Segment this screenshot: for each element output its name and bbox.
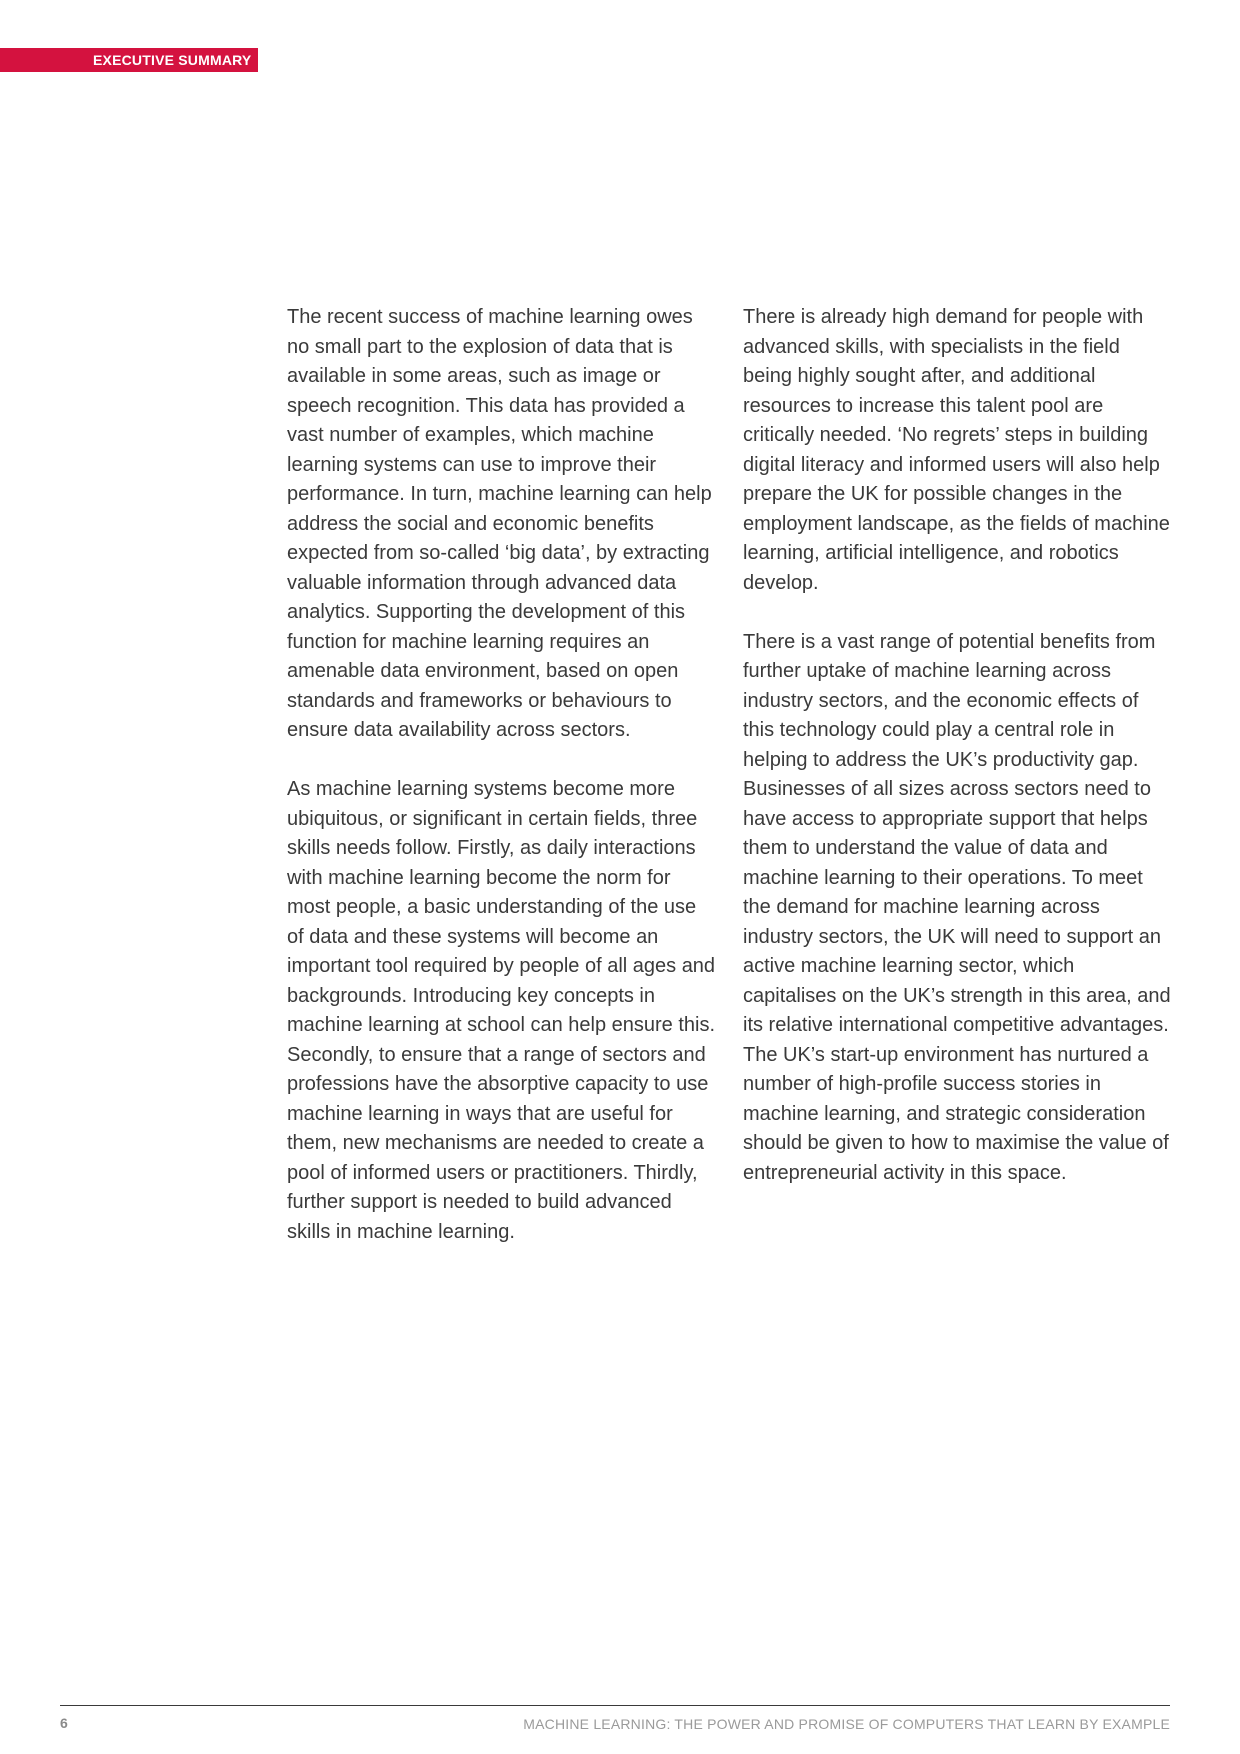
paragraph: The recent success of machine learning owes no small part to the explosion of data that is available in some areas, such as image or speech recognition. This data has provided a vast number of examples, which machine learning systems can use to improve their performance. In turn, machine learning can help address the social and economic benefits expected from so-called ‘big data’, by extracting valuable information through advanced data analytics. Supporting the development of this function for machine learning requires an amenable data environment, based on open standards and frameworks or behaviours to ensure data availability across sectors. xyxy=(287,306,712,741)
right-column xyxy=(743,303,1173,1218)
paragraph: As machine learning systems become more ubiquitous, or significant in certain fields, three skills needs follow. Firstly, as daily interactions with machine learning become the norm for most people, a basic understanding of the use of data and these systems will become an important tool required by people of all ages and backgrounds. Introducing key concepts in machine learning at school can help ensure this. Secondly, to ensure that a range of sectors and professions have the absorptive capacity to use machine learning in ways that are useful for them, new mechanisms are needed to create a pool of informed users or practitioners. Thirdly, further support is needed to build advanced skills in machine learning. xyxy=(287,778,716,1243)
running-title: MACHINE LEARNING: THE POWER AND PROMISE OF COMPUTERS THAT LEARN BY EXAMPLE xyxy=(523,1716,1170,1732)
left-column xyxy=(287,303,717,1277)
section-label: EXECUTIVE SUMMARY xyxy=(0,48,258,72)
footer-divider xyxy=(60,1705,1170,1706)
paragraph: There is a vast range of potential benefits from further uptake of machine learning across industry sectors, and the economic effects of this technology could play a central role in helping to address the UK’s productivity gap. Businesses of all sizes across sectors need to have access to appropriate support that helps them to understand the value of data and machine learning to their operations. To meet the demand for machine learning across industry sectors, the UK will need to support an active machine learning sector, which capitalises on the UK’s strength in this area, and its relative international competitive advantages. The UK’s start-up environment has nurtured a number of high-profile success stories in machine learning, and strategic consideration should be given to how to maximise the value of entrepreneurial activity in this space. xyxy=(743,630,1171,1184)
paragraph: There is already high demand for people with advanced skills, with specialists in the field being highly sought after, and additional resources to increase this talent pool are critically needed. ‘No regrets’ steps in building digital literacy and informed users will also help prepare the UK for possible changes in the employment landscape, as the fields of machine learning, artificial intelligence, and robotics develop. xyxy=(743,306,1170,594)
page-number: 6 xyxy=(60,1715,68,1731)
